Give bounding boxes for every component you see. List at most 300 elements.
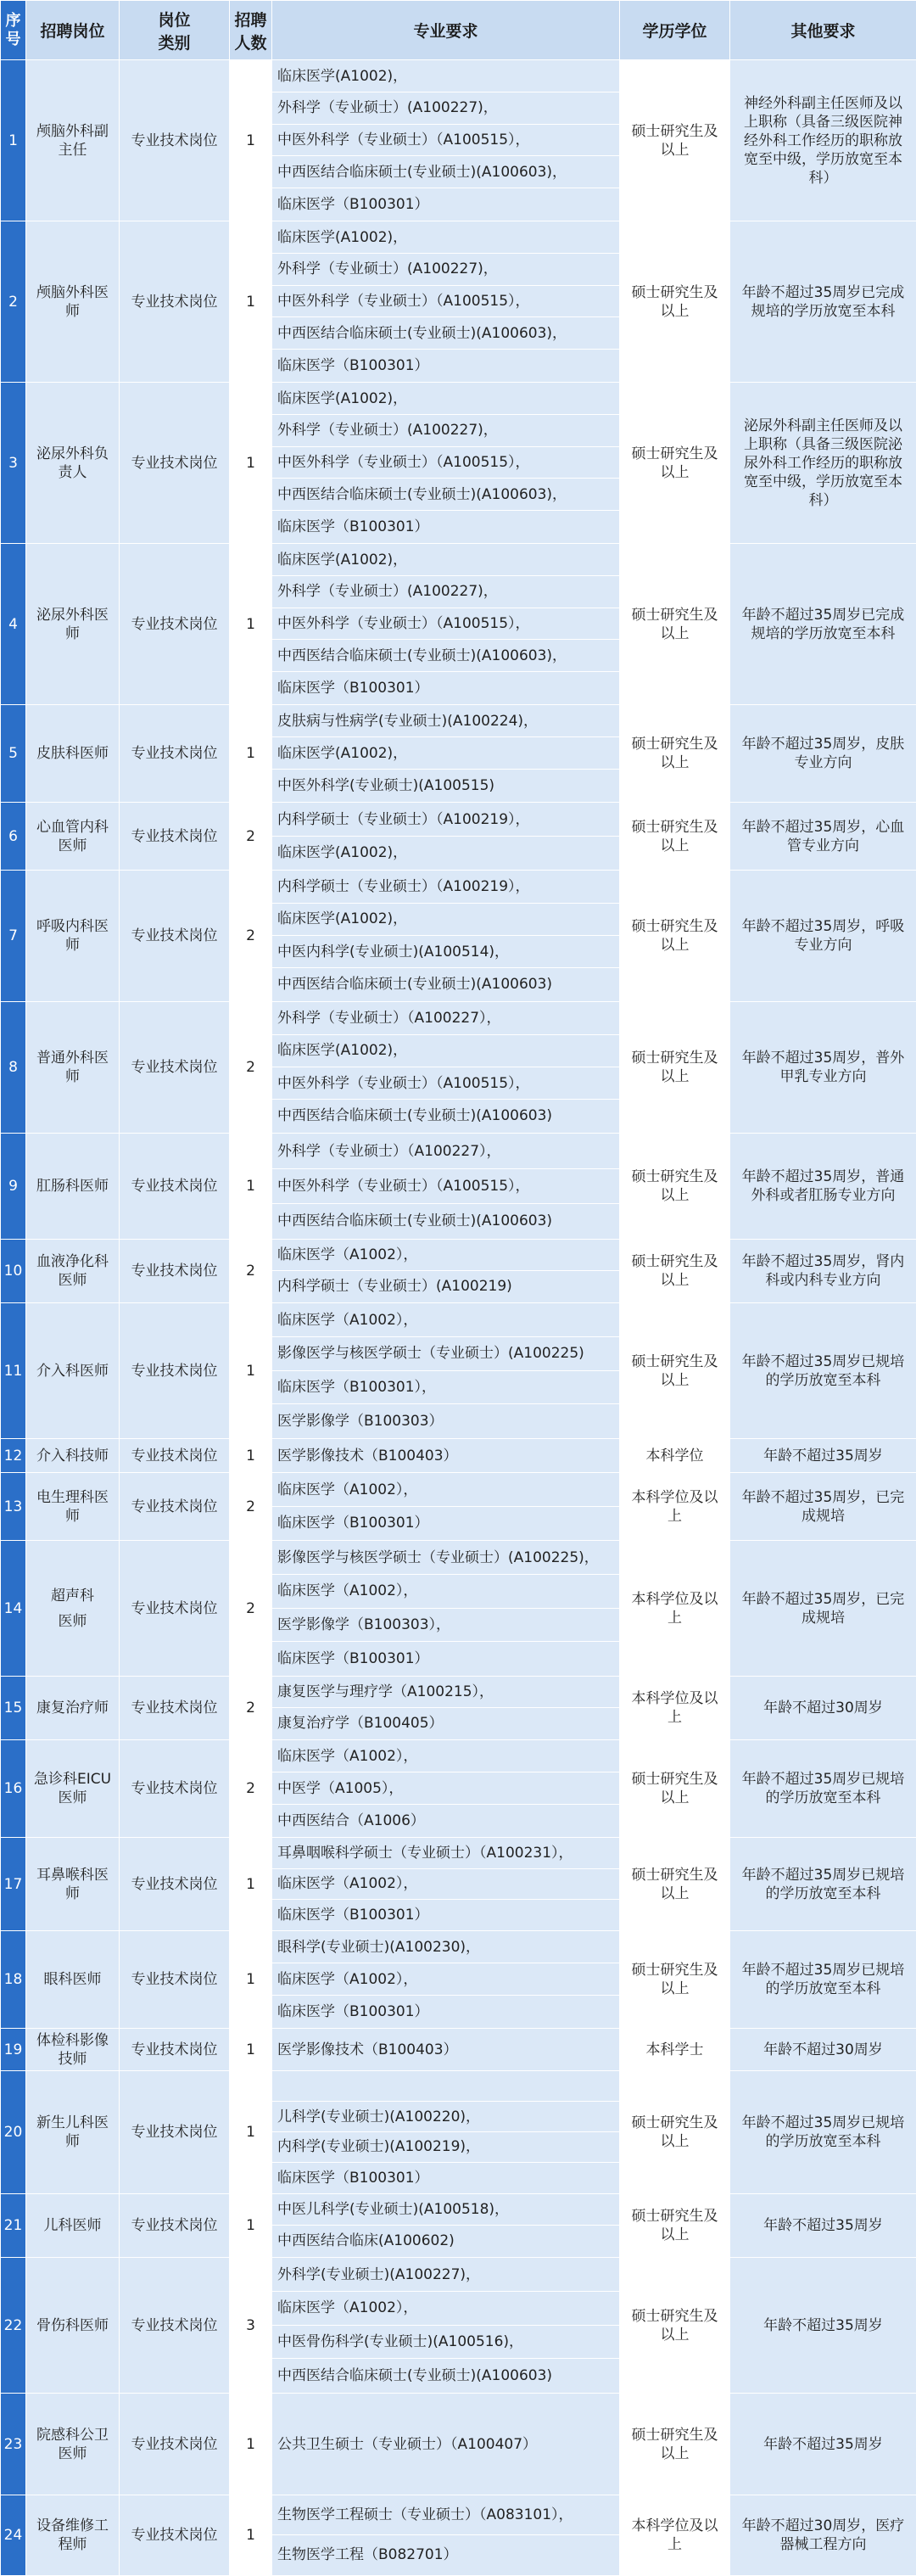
- major-item: 临床医学（A1002），: [272, 1963, 619, 1996]
- count-cell: 2: [230, 1740, 272, 1838]
- major-cell: [272, 1740, 620, 1838]
- header-other: 其他要求: [730, 1, 916, 60]
- major-cell: [272, 1303, 620, 1439]
- major-cell: [272, 60, 620, 221]
- education-cell: 硕士研究生及以上: [620, 871, 730, 1002]
- table-row: [1, 1740, 916, 1838]
- education-cell: 硕士研究生及以上: [620, 1931, 730, 2029]
- other-requirement-cell: 年龄不超过35周岁，肾内科或内科专业方向: [730, 1240, 916, 1303]
- table-row: [1, 2029, 916, 2071]
- major-list: [272, 1304, 619, 1438]
- major-cell: [272, 705, 620, 803]
- other-requirement-cell: 年龄不超过35周岁，普外甲乳专业方向: [730, 1002, 916, 1134]
- major-item: 医学影像学（B100303），: [272, 1609, 619, 1643]
- position-cell: 普通外科医师: [26, 1002, 120, 1134]
- category-cell: 专业技术岗位: [120, 1838, 230, 1931]
- position-cell: 泌尿外科医师: [26, 544, 120, 705]
- major-list: [272, 1003, 619, 1133]
- row-number: 14: [1, 1541, 26, 1677]
- position-cell: 新生儿科医师: [26, 2071, 120, 2194]
- major-cell: [272, 1134, 620, 1240]
- major-item: 临床医学（B100301）: [272, 1996, 619, 2028]
- row-number: 23: [1, 2394, 26, 2495]
- count-cell: 1: [230, 1303, 272, 1439]
- education-cell: 硕士研究生及以上: [620, 1838, 730, 1931]
- position-cell: [26, 1541, 120, 1677]
- position-cell: 介入科医师: [26, 1303, 120, 1439]
- position-cell: 儿科医师: [26, 2194, 120, 2258]
- major-item: 生物医学工程硕士（专业硕士）（A083101），: [272, 2496, 619, 2536]
- major-cell: [272, 803, 620, 871]
- other-requirement-cell: 年龄不超过35周岁，呼吸专业方向: [730, 871, 916, 1002]
- major-item: 临床医学（B100301）: [272, 672, 619, 704]
- table-row: [1, 383, 916, 544]
- count-cell: 1: [230, 544, 272, 705]
- count-cell: 1: [230, 221, 272, 383]
- other-requirement-cell: 年龄不超过35周岁: [730, 2258, 916, 2394]
- count-cell: 1: [230, 383, 272, 544]
- other-requirement-cell: 年龄不超过35周岁，已完成规培: [730, 1473, 916, 1541]
- major-item: 临床医学（A1002），: [272, 2292, 619, 2326]
- row-number: 1: [1, 60, 26, 221]
- education-cell: 硕士研究生及以上: [620, 544, 730, 705]
- other-requirement-cell: 神经外科副主任医师及以上职称（具备三级医院神经外科工作经历的职称放宽至中级，学历放宽至本科）: [730, 60, 916, 221]
- major-item: 康复医学与理疗学（A100215），: [272, 1677, 619, 1709]
- major-cell: [272, 1838, 620, 1931]
- other-requirement-cell: 年龄不超过35周岁，已完成规培: [730, 1541, 916, 1677]
- education-cell: 硕士研究生及以上: [620, 221, 730, 383]
- major-item: 中西医结合（A1006）: [272, 1805, 619, 1837]
- education-cell: 硕士研究生及以上: [620, 2194, 730, 2258]
- category-cell: 专业技术岗位: [120, 1677, 230, 1740]
- major-item: 外科学（专业硕士）（A100227），: [272, 1003, 619, 1035]
- major-list: [272, 1542, 619, 1676]
- position-cell: 眼科医师: [26, 1931, 120, 2029]
- count-cell: 1: [230, 1439, 272, 1473]
- category-cell: 专业技术岗位: [120, 2258, 230, 2394]
- count-cell: 2: [230, 1677, 272, 1740]
- major-cell: [272, 221, 620, 383]
- major-item: 临床医学(A1002)，: [272, 384, 619, 416]
- header-category-top: 岗位: [120, 8, 229, 31]
- education-cell: 本科学位及以上: [620, 1541, 730, 1677]
- row-number: 15: [1, 1677, 26, 1740]
- major-list: [272, 2259, 619, 2393]
- major-item: 临床医学（B100301）: [272, 2163, 619, 2193]
- education-cell: 硕士研究生及以上: [620, 2394, 730, 2495]
- row-number: 22: [1, 2258, 26, 2394]
- major-item: 外科学（专业硕士）(A100227)，: [272, 254, 619, 286]
- major-item: 眼科学(专业硕士)(A100230)，: [272, 1932, 619, 1964]
- count-cell: 1: [230, 2394, 272, 2495]
- row-number: 19: [1, 2029, 26, 2071]
- count-cell: 2: [230, 803, 272, 871]
- major-item: 内科学硕士（专业硕士）(A100219): [272, 1271, 619, 1302]
- count-cell: 2: [230, 1473, 272, 1541]
- major-list: [272, 2072, 619, 2193]
- table-row: [1, 1677, 916, 1740]
- header-category: [120, 1, 230, 60]
- table-body: [1, 60, 916, 2576]
- category-cell: 专业技术岗位: [120, 1740, 230, 1838]
- major-item: 中西医结合临床硕士(专业硕士)(A100603)，: [272, 317, 619, 350]
- row-number: 10: [1, 1240, 26, 1303]
- major-item: 外科学（专业硕士）(A100227)，: [272, 415, 619, 447]
- position-cell: 院感科公卫医师: [26, 2394, 120, 2495]
- row-number: 4: [1, 544, 26, 705]
- row-number: 17: [1, 1838, 26, 1931]
- category-cell: 专业技术岗位: [120, 2194, 230, 2258]
- education-cell: 硕士研究生及以上: [620, 1740, 730, 1838]
- major-item: 临床医学（A1002），: [272, 1575, 619, 1609]
- major-cell: [272, 1473, 620, 1541]
- major-cell: [272, 544, 620, 705]
- position-line: 医师: [31, 1609, 114, 1634]
- major-item: 临床医学(A1002)，: [272, 222, 619, 255]
- major-item: 影像医学与核医学硕士（专业硕士）(A100225): [272, 1337, 619, 1371]
- table-row: [1, 1303, 916, 1439]
- table-row: [1, 544, 916, 705]
- count-cell: 1: [230, 60, 272, 221]
- major-item: 外科学（专业硕士）(A100227)，: [272, 92, 619, 125]
- count-cell: 1: [230, 2194, 272, 2258]
- major-item: 临床医学（A1002），: [272, 1741, 619, 1773]
- major-list: [272, 384, 619, 543]
- education-cell: 本科学位: [620, 1439, 730, 1473]
- major-item: 中医儿科学(专业硕士)(A100518)，: [272, 2195, 619, 2226]
- position-cell: 血液净化科医师: [26, 1240, 120, 1303]
- count-cell: 1: [230, 2495, 272, 2576]
- major-item: 中医外科学（专业硕士）（A100515），: [272, 1067, 619, 1100]
- table-row: [1, 1002, 916, 1134]
- major-item: 中医外科学（专业硕士）（A100515），: [272, 447, 619, 479]
- major-item: 临床医学（B100301）: [272, 1642, 619, 1676]
- other-requirement-cell: 年龄不超过35周岁已完成规培的学历放宽至本科: [730, 221, 916, 383]
- count-cell: 1: [230, 1838, 272, 1931]
- major-list: [272, 1474, 619, 1540]
- major-item: 临床医学（B100301），: [272, 1371, 619, 1405]
- category-cell: 专业技术岗位: [120, 2071, 230, 2194]
- education-cell: 硕士研究生及以上: [620, 2071, 730, 2194]
- other-requirement-cell: 年龄不超过35周岁，普通外科或者肛肠专业方向: [730, 1134, 916, 1240]
- table-row: [1, 1931, 916, 2029]
- position-cell: 颅脑外科医师: [26, 221, 120, 383]
- education-cell: 硕士研究生及以上: [620, 1240, 730, 1303]
- row-number: 2: [1, 221, 26, 383]
- table-row: [1, 2194, 916, 2258]
- major-item: 外科学（专业硕士）(A100227)，: [272, 576, 619, 608]
- major-cell: [272, 1240, 620, 1303]
- row-number: 24: [1, 2495, 26, 2576]
- count-cell: 1: [230, 1931, 272, 2029]
- position-cell: 骨伤科医师: [26, 2258, 120, 2394]
- other-requirement-cell: 年龄不超过35周岁已规培的学历放宽至本科: [730, 1838, 916, 1931]
- category-cell: 专业技术岗位: [120, 1002, 230, 1134]
- major-list: [272, 1839, 619, 1930]
- major-list: [272, 2030, 619, 2070]
- other-requirement-cell: 年龄不超过35周岁: [730, 2194, 916, 2258]
- major-item: [272, 2072, 619, 2103]
- table-row: [1, 1439, 916, 1473]
- row-number: 7: [1, 871, 26, 1002]
- count-cell: 1: [230, 2071, 272, 2194]
- table-row: [1, 871, 916, 1002]
- major-list: [272, 1134, 619, 1239]
- position-cell: 颅脑外科副主任: [26, 60, 120, 221]
- major-cell: [272, 1002, 620, 1134]
- major-item: 临床医学(A1002)，: [272, 545, 619, 577]
- position-cell: 心血管内科医师: [26, 803, 120, 871]
- major-list: [272, 61, 619, 221]
- major-item: 临床医学（A1002），: [272, 1240, 619, 1272]
- major-item: 康复治疗学（B100405）: [272, 1708, 619, 1739]
- table-row: [1, 705, 916, 803]
- category-cell: 专业技术岗位: [120, 1240, 230, 1303]
- position-cell: 电生理科医师: [26, 1473, 120, 1541]
- position-cell: 皮肤科医师: [26, 705, 120, 803]
- major-item: 中西医结合临床硕士(专业硕士)(A100603)，: [272, 640, 619, 672]
- education-cell: 本科学士: [620, 2029, 730, 2071]
- row-number: 13: [1, 1473, 26, 1541]
- other-requirement-cell: 年龄不超过35周岁，皮肤专业方向: [730, 705, 916, 803]
- education-cell: 硕士研究生及以上: [620, 60, 730, 221]
- table-row: [1, 221, 916, 383]
- other-requirement-cell: 年龄不超过35周岁已规培的学历放宽至本科: [730, 1931, 916, 2029]
- education-cell: 硕士研究生及以上: [620, 1002, 730, 1134]
- major-item: 临床医学(A1002)，: [272, 1035, 619, 1067]
- other-requirement-cell: 泌尿外科副主任医师及以上职称（具备三级医院泌尿外科工作经历的职称放宽至中级，学历放宽至本科）: [730, 383, 916, 544]
- other-requirement-cell: 年龄不超过35周岁: [730, 1439, 916, 1473]
- major-item: 儿科学(专业硕士)(A100220)，: [272, 2102, 619, 2132]
- count-cell: 2: [230, 871, 272, 1002]
- major-item: 临床医学（B100301）: [272, 188, 619, 221]
- major-item: 医学影像技术（B100403）: [272, 2030, 619, 2070]
- major-item: 中西医结合临床硕士(专业硕士)(A100603): [272, 2359, 619, 2393]
- category-cell: 专业技术岗位: [120, 383, 230, 544]
- major-item: 中医外科学（专业硕士）（A100515），: [272, 1169, 619, 1204]
- row-number: 20: [1, 2071, 26, 2194]
- major-cell: [272, 1677, 620, 1740]
- education-cell: 硕士研究生及以上: [620, 1303, 730, 1439]
- major-item: 临床医学（B100301）: [272, 1900, 619, 1930]
- header-count-bottom: 人数: [230, 31, 271, 53]
- major-item: 临床医学(A1002)，: [272, 837, 619, 870]
- major-list: [272, 706, 619, 802]
- education-cell: 本科学位及以上: [620, 1473, 730, 1541]
- major-item: 耳鼻咽喉科学硕士（专业硕士）（A100231），: [272, 1839, 619, 1869]
- header-count: [230, 1, 272, 60]
- education-cell: 本科学位及以上: [620, 1677, 730, 1740]
- table-row: [1, 2495, 916, 2576]
- table-row: [1, 1134, 916, 1240]
- other-requirement-cell: 年龄不超过30周岁: [730, 2029, 916, 2071]
- major-item: 中西医结合临床硕士(专业硕士)(A100603): [272, 1204, 619, 1239]
- category-cell: 专业技术岗位: [120, 2495, 230, 2576]
- major-item: 内科学硕士（专业硕士）（A100219），: [272, 804, 619, 837]
- other-requirement-cell: 年龄不超过35周岁已规培的学历放宽至本科: [730, 1740, 916, 1838]
- position-cell: 体检科影像技师: [26, 2029, 120, 2071]
- major-list: [272, 871, 619, 1001]
- major-item: 皮肤病与性病学(专业硕士)(A100224)，: [272, 706, 619, 738]
- count-cell: 2: [230, 1240, 272, 1303]
- count-cell: 2: [230, 1002, 272, 1134]
- major-list: [272, 2394, 619, 2495]
- table-row: [1, 60, 916, 221]
- table-row: [1, 803, 916, 871]
- category-cell: 专业技术岗位: [120, 221, 230, 383]
- count-cell: 1: [230, 1134, 272, 1240]
- row-number: 21: [1, 2194, 26, 2258]
- major-cell: [272, 2495, 620, 2576]
- major-cell: [272, 2029, 620, 2071]
- position-line: 超声科: [31, 1583, 114, 1609]
- table-row: [1, 1240, 916, 1303]
- major-cell: [272, 383, 620, 544]
- count-cell: 3: [230, 2258, 272, 2394]
- position-cell: 肛肠科医师: [26, 1134, 120, 1240]
- major-item: 中医骨伤科学(专业硕士)(A100516)，: [272, 2326, 619, 2360]
- category-cell: 专业技术岗位: [120, 1303, 230, 1439]
- major-item: 临床医学（B100301）: [272, 511, 619, 543]
- header-position: 招聘岗位: [26, 1, 120, 60]
- count-cell: 2: [230, 1541, 272, 1677]
- table-row: [1, 2258, 916, 2394]
- category-cell: 专业技术岗位: [120, 1541, 230, 1677]
- table-row: [1, 2394, 916, 2495]
- count-cell: 1: [230, 705, 272, 803]
- row-number: 9: [1, 1134, 26, 1240]
- row-number: 18: [1, 1931, 26, 2029]
- category-cell: 专业技术岗位: [120, 60, 230, 221]
- major-item: 内科学(专业硕士)(A100219)，: [272, 2132, 619, 2163]
- major-list: [272, 1932, 619, 2028]
- category-cell: 专业技术岗位: [120, 871, 230, 1002]
- major-item: 临床医学（B100301）: [272, 350, 619, 382]
- education-cell: 硕士研究生及以上: [620, 705, 730, 803]
- major-item: 临床医学(A1002)，: [272, 61, 619, 93]
- category-cell: 专业技术岗位: [120, 1134, 230, 1240]
- row-number: 16: [1, 1740, 26, 1838]
- major-list: [272, 2195, 619, 2257]
- major-item: 中医学（A1005），: [272, 1772, 619, 1805]
- row-number: 5: [1, 705, 26, 803]
- other-requirement-cell: 年龄不超过35周岁已规培的学历放宽至本科: [730, 2071, 916, 2194]
- table-row: [1, 2071, 916, 2194]
- row-number: 8: [1, 1002, 26, 1134]
- major-item: 中医外科学（专业硕士）（A100515），: [272, 125, 619, 157]
- education-cell: 硕士研究生及以上: [620, 2258, 730, 2394]
- major-list: [272, 2496, 619, 2575]
- position-cell: 耳鼻喉科医师: [26, 1838, 120, 1931]
- major-item: 生物医学工程（B082701）: [272, 2535, 619, 2575]
- major-item: 中医外科学(专业硕士)(A100515): [272, 770, 619, 802]
- category-cell: 专业技术岗位: [120, 803, 230, 871]
- category-cell: 专业技术岗位: [120, 705, 230, 803]
- major-item: 中西医结合临床硕士(专业硕士)(A100603)，: [272, 479, 619, 511]
- table-row: [1, 1838, 916, 1931]
- major-cell: [272, 1541, 620, 1677]
- category-cell: 专业技术岗位: [120, 2029, 230, 2071]
- major-item: 公共卫生硕士（专业硕士）（A100407）: [272, 2394, 619, 2495]
- major-list: [272, 1677, 619, 1739]
- position-cell: 泌尿外科负责人: [26, 383, 120, 544]
- header-education: 学历学位: [620, 1, 730, 60]
- major-cell: [272, 2394, 620, 2495]
- major-cell: [272, 2071, 620, 2194]
- major-item: 影像医学与核医学硕士（专业硕士）(A100225)，: [272, 1542, 619, 1576]
- major-item: 中西医结合临床(A100602): [272, 2226, 619, 2257]
- major-item: 临床医学（A1002），: [272, 1869, 619, 1900]
- row-number: 3: [1, 383, 26, 544]
- major-list: [272, 1440, 619, 1472]
- major-list: [272, 1741, 619, 1837]
- education-cell: 硕士研究生及以上: [620, 803, 730, 871]
- major-item: 内科学硕士（专业硕士）（A100219），: [272, 871, 619, 904]
- category-cell: 专业技术岗位: [120, 1439, 230, 1473]
- header-count-top: 招聘: [230, 8, 271, 31]
- major-item: 中医内科学(专业硕士)(A100514)，: [272, 936, 619, 968]
- education-cell: 硕士研究生及以上: [620, 1134, 730, 1240]
- header-category-bottom: 类别: [120, 31, 229, 53]
- major-cell: [272, 1439, 620, 1473]
- row-number: 11: [1, 1303, 26, 1439]
- other-requirement-cell: 年龄不超过30周岁，医疗器械工程方向: [730, 2495, 916, 2576]
- major-item: 中西医结合临床硕士(专业硕士)(A100603): [272, 1100, 619, 1132]
- position-cell: 呼吸内科医师: [26, 871, 120, 1002]
- education-cell: 硕士研究生及以上: [620, 383, 730, 544]
- header-no: 序号: [1, 1, 26, 60]
- row-number: 12: [1, 1439, 26, 1473]
- category-cell: 专业技术岗位: [120, 544, 230, 705]
- major-cell: [272, 871, 620, 1002]
- other-requirement-cell: 年龄不超过35周岁已完成规培的学历放宽至本科: [730, 544, 916, 705]
- major-item: 临床医学(A1002)，: [272, 904, 619, 936]
- table-row: [1, 1473, 916, 1541]
- major-item: 临床医学（A1002），: [272, 1304, 619, 1338]
- row-number: 6: [1, 803, 26, 871]
- header-row: [1, 1, 916, 60]
- category-cell: 专业技术岗位: [120, 1473, 230, 1541]
- education-cell: 本科学位及以上: [620, 2495, 730, 2576]
- major-cell: [272, 2194, 620, 2258]
- major-item: 临床医学（A1002），: [272, 1474, 619, 1507]
- other-requirement-cell: 年龄不超过35周岁: [730, 2394, 916, 2495]
- major-cell: [272, 2258, 620, 2394]
- count-cell: 1: [230, 2029, 272, 2071]
- major-item: 中医外科学（专业硕士）（A100515），: [272, 286, 619, 318]
- major-list: [272, 222, 619, 382]
- major-item: 中西医结合临床硕士(专业硕士)(A100603): [272, 968, 619, 1000]
- major-item: 外科学(专业硕士)(A100227)，: [272, 2259, 619, 2293]
- major-list: [272, 545, 619, 704]
- major-item: 临床医学(A1002)，: [272, 737, 619, 770]
- major-item: 医学影像技术（B100403）: [272, 1440, 619, 1472]
- major-item: 临床医学（B100301）: [272, 1507, 619, 1540]
- other-requirement-cell: 年龄不超过35周岁已规培的学历放宽至本科: [730, 1303, 916, 1439]
- category-cell: 专业技术岗位: [120, 1931, 230, 2029]
- other-requirement-cell: 年龄不超过35周岁，心血管专业方向: [730, 803, 916, 871]
- major-item: 中西医结合临床硕士(专业硕士)(A100603)，: [272, 156, 619, 188]
- header-major: 专业要求: [272, 1, 620, 60]
- major-list: [272, 1240, 619, 1302]
- position-cell: 急诊科EICU医师: [26, 1740, 120, 1838]
- other-requirement-cell: 年龄不超过30周岁: [730, 1677, 916, 1740]
- position-cell: 设备维修工程师: [26, 2495, 120, 2576]
- major-item: 中医外科学（专业硕士）（A100515），: [272, 608, 619, 641]
- category-cell: 专业技术岗位: [120, 2394, 230, 2495]
- position-cell: 介入科技师: [26, 1439, 120, 1473]
- major-cell: [272, 1931, 620, 2029]
